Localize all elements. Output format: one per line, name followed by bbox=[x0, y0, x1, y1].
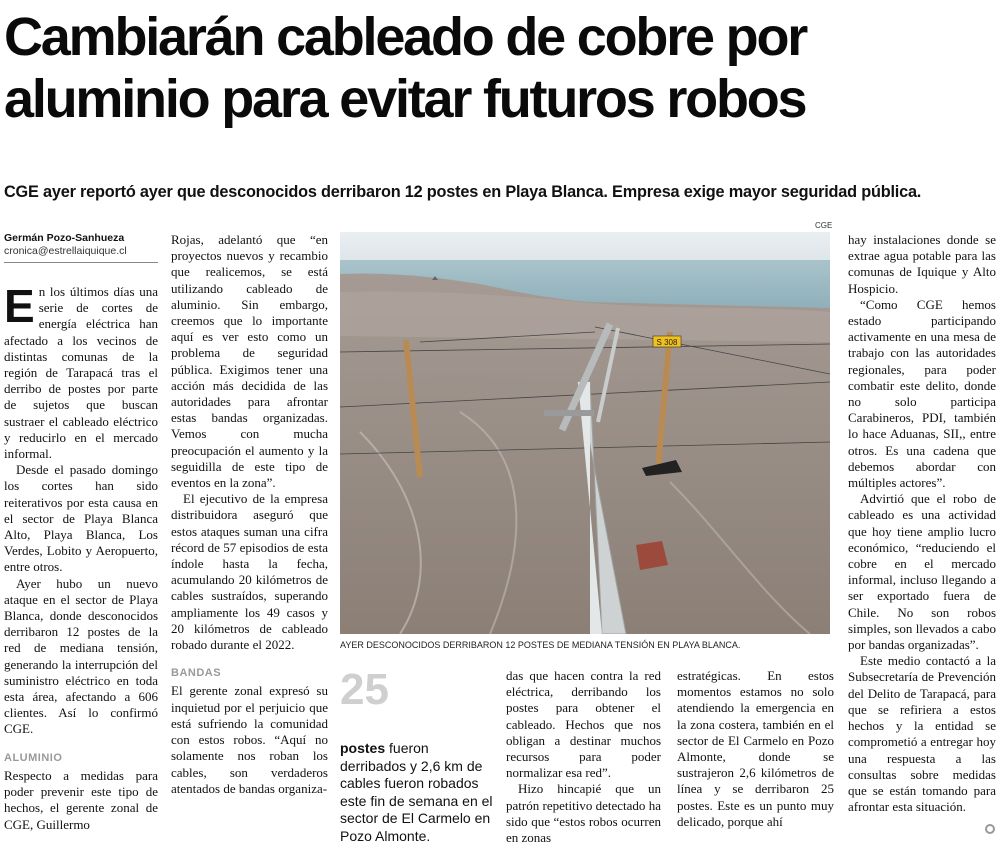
article-paragraph: El gerente zonal expresó su inquietud por el perjuicio que está sufriendo la comunidad con estos robos. “Aquí no solamente nos roban los cables, son verdaderos atentados de bandas organiza- bbox=[171, 683, 328, 796]
dropcap: E bbox=[4, 280, 35, 332]
article-paragraph: Hizo hincapié que un patrón repetitivo detectado ha sido que “estos robos ocurren en zonas bbox=[506, 781, 661, 846]
end-of-article-mark bbox=[985, 824, 995, 834]
section-heading-aluminio: ALUMINIO bbox=[4, 751, 63, 764]
photo-fallen-poles bbox=[340, 232, 830, 634]
article-paragraph: estratégicas. En estos momentos estamos no solo atendiendo la emergencia en la zona costera, también en el sector de El Carmelo en Pozo Almonte, donde se sustrajeron 2,6 kilómetros de línea y se derribaron 25 postes. Este es un punto muy delicado, porque ahí bbox=[677, 668, 834, 829]
article-paragraph: Advirtió que el robo de cableado es una actividad que hoy tiene amplio lucro económico, “reduciendo el cobre en el mercado informal, incluso llegando a ser exportado fuera de Chile. No son robos simples, son llevados a cabo por bandas organizadas”. bbox=[848, 491, 996, 653]
news-photo bbox=[340, 232, 830, 634]
article-paragraph: Desde el pasado domingo los cortes han sido reiterativos por esta causa en el sector de Playa Blanca Alto, Playa Blanca, Los Verdes, Lobito y Aeropuerto, entre otros. bbox=[4, 462, 158, 575]
article-paragraph: El ejecutivo de la empresa distribuidora aseguró que estos ataques suman una cifra récord de 57 episodios de esta índole hasta la fecha, acumulando 20 kilómetros de cables sustraídos, superando ampliamente los 49 casos y 20 kilómetros de cableado robado durante el 2022. bbox=[171, 491, 328, 653]
article-paragraph bbox=[4, 280, 158, 462]
article-paragraph: Rojas, adelantó que “en proyectos nuevos y recambio que realicemos, se está utilizando cableado de aluminio. Sin embargo, creemos que lo importante aquí es ver esto como un problema de seguridad pública. Exigimos tener una acción más decidida de las autoridades para afrontar estas bandas organizadas. Vemos con mucha preocupación el aumento y la seguidilla de este tipo de eventos en la zona”. bbox=[171, 232, 328, 491]
article-paragraph: “Como CGE hemos estado participando activamente en una mesa de trabajo con las autoridades regionales, para poder combatir este delito, donde no solo participa Carabineros, PDI, también lo hace Aduanas, SII,, entre otros. Es una cadena que debemos abordar con múltiples actores”. bbox=[848, 296, 996, 491]
factbox-text bbox=[340, 740, 494, 845]
article-column-4 bbox=[506, 668, 661, 846]
factbox-number: 25 bbox=[340, 665, 389, 714]
byline-email: cronica@estrellaiquique.cl bbox=[4, 245, 127, 257]
article-paragraph: hay instalaciones donde se extrae agua potable para las comunas de Iquique y Alto Hospicio. bbox=[848, 232, 996, 296]
byline-author: Germán Pozo-Sanhueza bbox=[4, 232, 125, 244]
factbox bbox=[340, 665, 494, 845]
headline: Cambiarán cableado de cobre por aluminio para evitar futuros robos bbox=[4, 7, 807, 129]
article-paragraph: Este medio contactó a la Subsecretaría de Prevención del Delito de Tarapacá, para que se refiriera a estos hechos y la entidad se comprometió a entregar hoy una respuesta a las consultas sobre medidas que se están tomando para afrontar esta situación. bbox=[848, 653, 996, 815]
section-heading-bandas: BANDAS bbox=[171, 667, 222, 680]
factbox-lead: postes bbox=[340, 740, 386, 756]
photo-credit: CGE bbox=[815, 221, 833, 230]
subheadline: CGE ayer reportó ayer que desconocidos derribaron 12 postes en Playa Blanca. Empresa exige mayor seguridad pública. bbox=[4, 183, 922, 201]
byline bbox=[4, 232, 158, 258]
photo-caption: AYER DESCONOCIDOS DERRIBARON 12 POSTES DE MEDIANA TENSIÓN EN PLAYA BLANCA. bbox=[340, 640, 741, 650]
article-paragraph: Respecto a medidas para poder prevenir este tipo de hechos, el gerente zonal de CGE, Guillermo bbox=[4, 767, 158, 832]
paragraph-text: n los últimos días una serie de cortes de energía eléctrica han afectado a los vecinos de distintas comunas de la región de Tarapacá tras el derribo de postes por parte de sujetos que buscan sustraer el cableado eléctrico y reducirlo en el mercado informal. bbox=[4, 284, 158, 462]
pole-sign-label: S 308 bbox=[656, 338, 678, 347]
article-column-2 bbox=[171, 232, 328, 797]
factbox-body: fueron derribados y 2,6 km de cables fueron robados este fin de semana en el sector de El Carmelo en Pozo Almonte. bbox=[340, 740, 493, 844]
article-paragraph: Ayer hubo un nuevo ataque en el sector de Playa Blanca, donde desconocidos derribaron 12 postes de la red de mediana tensión, generando la interrupción del suministro eléctrico en toda esta área, afectando a 606 clientes. Así lo confirmó CGE. bbox=[4, 575, 158, 737]
byline-divider bbox=[4, 262, 158, 263]
article-column-1 bbox=[4, 280, 158, 833]
article-paragraph: das que hacen contra la red eléctrica, derribando los postes para obtener el cableado. Hechos que nos obligan a destinar muchos recursos para poder normalizar esa red”. bbox=[506, 668, 661, 781]
article-column-5 bbox=[677, 668, 834, 830]
article-column-6 bbox=[848, 232, 996, 815]
